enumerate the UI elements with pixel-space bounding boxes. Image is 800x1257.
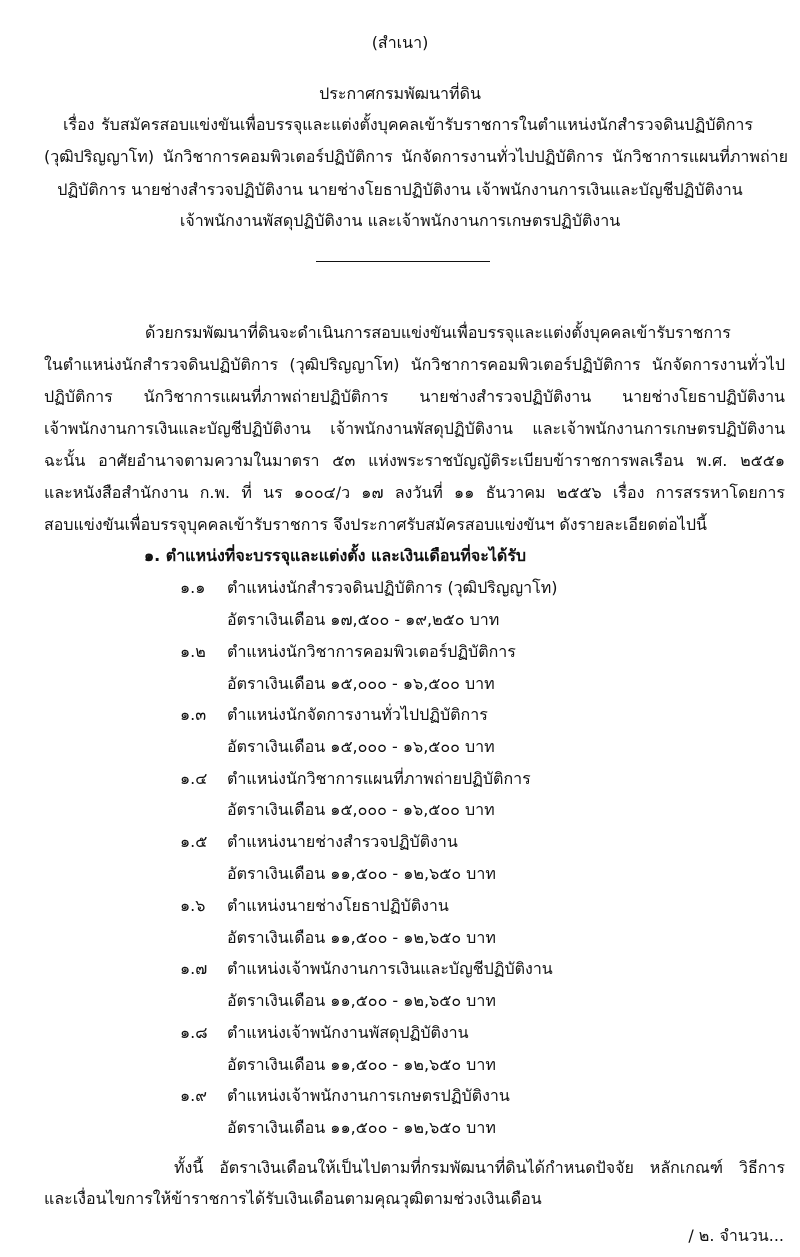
- copy-mark: (สำเนา): [371, 33, 429, 52]
- title-divider: [316, 261, 490, 262]
- item-number: ๑.๓: [180, 705, 207, 724]
- note-line-1: ทั้งนี้ อัตราเงินเดือนให้เป็นไปตามที่กรมพัฒนาที่ดินได้กำหนดปัจจัย หลักเกณฑ์ วิธีการ: [174, 1158, 785, 1177]
- item-position: ตำแหน่งนักสำรวจดินปฏิบัติการ (วุฒิปริญญาโท): [227, 578, 558, 597]
- section-1-heading: ๑. ตำแหน่งที่จะบรรจุและแต่งตั้ง และเงินเดือนที่จะได้รับ: [144, 546, 527, 565]
- item-salary: อัตราเงินเดือน ๑๑,๕๐๐ - ๑๒,๖๕๐ บาท: [227, 1055, 496, 1074]
- item-number: ๑.๑: [180, 578, 206, 597]
- announcement-title: ประกาศกรมพัฒนาที่ดิน: [319, 84, 481, 103]
- item-position: ตำแหน่งนายช่างสำรวจปฏิบัติงาน: [227, 832, 458, 851]
- item-number: ๑.๙: [180, 1086, 207, 1105]
- item-position: ตำแหน่งนายช่างโยธาปฏิบัติงาน: [227, 896, 449, 915]
- item-salary: อัตราเงินเดือน ๑๑,๕๐๐ - ๑๒,๖๕๐ บาท: [227, 864, 496, 883]
- intro-line-1: ด้วยกรมพัฒนาที่ดินจะดำเนินการสอบแข่งขันเพื่อบรรจุและแต่งตั้งบุคคลเข้ารับราชการ: [145, 323, 731, 342]
- intro-line-6: และหนังสือสำนักงาน ก.พ. ที่ นร ๑๐๐๔/ว ๑๗ ลงวันที่ ๑๑ ธันวาคม ๒๕๕๖ เรื่อง การสรรหาโดยการ: [44, 483, 785, 502]
- item-number: ๑.๕: [180, 832, 208, 851]
- intro-line-5: ฉะนั้น อาศัยอำนาจตามความในมาตรา ๕๓ แห่งพระราชบัญญัติระเบียบข้าราชการพลเรือน พ.ศ. ๒๕๕๑: [44, 451, 785, 470]
- item-salary: อัตราเงินเดือน ๑๑,๕๐๐ - ๑๒,๖๕๐ บาท: [227, 1118, 496, 1137]
- item-position: ตำแหน่งเจ้าพนักงานพัสดุปฏิบัติงาน: [227, 1023, 469, 1042]
- intro-line-7: สอบแข่งขันเพื่อบรรจุบุคคลเข้ารับราชการ จึงประกาศรับสมัครสอบแข่งขันฯ ดังรายละเอียดต่อไปนี้: [44, 515, 707, 534]
- subject-line-1: เรื่อง รับสมัครสอบแข่งขันเพื่อบรรจุและแต่งตั้งบุคคลเข้ารับราชการในตำแหน่งนักสำรวจดินปฏิบัติการ: [63, 115, 753, 134]
- item-salary: อัตราเงินเดือน ๑๑,๕๐๐ - ๑๒,๖๕๐ บาท: [227, 928, 496, 947]
- item-number: ๑.๗: [180, 959, 208, 978]
- item-number: ๑.๖: [180, 896, 206, 915]
- item-position: ตำแหน่งเจ้าพนักงานการเงินและบัญชีปฏิบัติงาน: [227, 959, 553, 978]
- item-salary: อัตราเงินเดือน ๑๕,๐๐๐ - ๑๖,๕๐๐ บาท: [227, 737, 495, 756]
- intro-line-2: ในตำแหน่งนักสำรวจดินปฏิบัติการ (วุฒิปริญญาโท) นักวิชาการคอมพิวเตอร์ปฏิบัติการ นักจัดการงานทั่วไป: [44, 355, 785, 374]
- item-number: ๑.๘: [180, 1023, 208, 1042]
- item-number: ๑.๔: [180, 769, 208, 788]
- item-salary: อัตราเงินเดือน ๑๕,๐๐๐ - ๑๖,๕๐๐ บาท: [227, 800, 495, 819]
- page-continuation: / ๒. จำนวน...: [688, 1226, 784, 1245]
- item-position: ตำแหน่งนักจัดการงานทั่วไปปฏิบัติการ: [227, 705, 488, 724]
- subject-line-2: (วุฒิปริญญาโท) นักวิชาการคอมพิวเตอร์ปฏิบัติการ นักจัดการงานทั่วไปปฏิบัติการ นักวิชาการแผนที่ภาพถ่าย: [44, 147, 788, 166]
- intro-line-4: เจ้าพนักงานการเงินและบัญชีปฏิบัติงาน เจ้าพนักงานพัสดุปฏิบัติงาน และเจ้าพนักงานการเกษตรปฏิบัติงาน: [44, 419, 785, 438]
- intro-line-3: ปฏิบัติการ นักวิชาการแผนที่ภาพถ่ายปฏิบัติการ นายช่างสำรวจปฏิบัติงาน นายช่างโยธาปฏิบัติงาน: [44, 387, 785, 406]
- item-position: ตำแหน่งเจ้าพนักงานการเกษตรปฏิบัติงาน: [227, 1086, 510, 1105]
- item-salary: อัตราเงินเดือน ๑๗,๕๐๐ - ๑๙,๒๕๐ บาท: [227, 610, 500, 629]
- subject-line-4: เจ้าพนักงานพัสดุปฏิบัติงาน และเจ้าพนักงานการเกษตรปฏิบัติงาน: [179, 211, 621, 230]
- item-number: ๑.๒: [180, 642, 206, 661]
- item-salary: อัตราเงินเดือน ๑๕,๐๐๐ - ๑๖,๕๐๐ บาท: [227, 674, 495, 693]
- item-position: ตำแหน่งนักวิชาการแผนที่ภาพถ่ายปฏิบัติการ: [227, 769, 531, 788]
- item-salary: อัตราเงินเดือน ๑๑,๕๐๐ - ๑๒,๖๕๐ บาท: [227, 991, 496, 1010]
- subject-line-3: ปฏิบัติการ นายช่างสำรวจปฏิบัติงาน นายช่างโยธาปฏิบัติงาน เจ้าพนักงานการเงินและบัญชีปฏิบัติงาน: [57, 180, 743, 199]
- item-position: ตำแหน่งนักวิชาการคอมพิวเตอร์ปฏิบัติการ: [227, 642, 516, 661]
- note-line-2: และเงื่อนไขการให้ข้าราชการได้รับเงินเดือนตามคุณวุฒิตามช่วงเงินเดือน: [44, 1189, 542, 1208]
